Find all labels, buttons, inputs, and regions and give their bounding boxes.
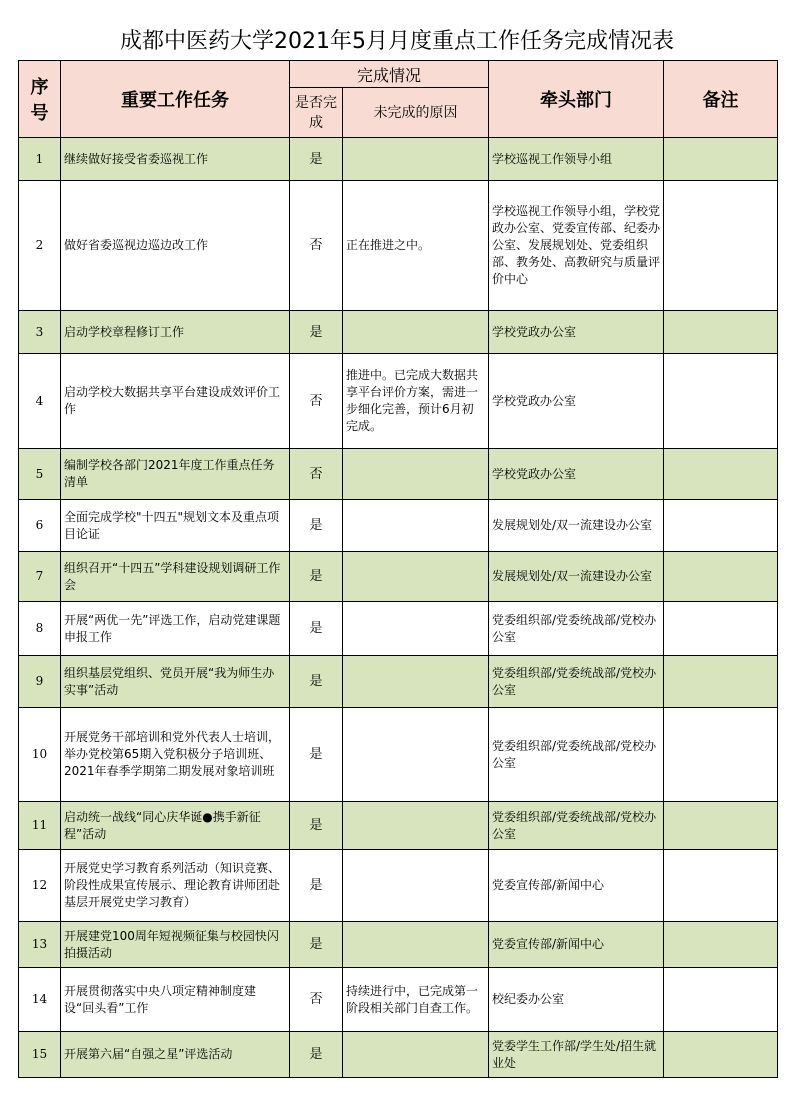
row-done: 是 — [290, 656, 343, 708]
row-reason — [343, 552, 489, 602]
row-task: 开展第六届“自强之星”评选活动 — [61, 1032, 290, 1078]
row-reason — [343, 1032, 489, 1078]
row-reason — [343, 802, 489, 850]
table-row — [19, 449, 778, 500]
table-row — [19, 708, 778, 802]
row-dept: 学校党政办公室 — [489, 311, 664, 354]
row-dept: 学校巡视工作领导小组 — [489, 138, 664, 181]
row-note — [664, 922, 778, 968]
row-task: 启动统一战线“同心庆华诞●携手新征程”活动 — [61, 802, 290, 850]
row-done: 是 — [290, 602, 343, 656]
row-task: 开展建党100周年短视频征集与校园快闪拍摄活动 — [61, 922, 290, 968]
table-row — [19, 552, 778, 602]
row-done: 是 — [290, 138, 343, 181]
row-done: 是 — [290, 500, 343, 552]
row-reason — [343, 311, 489, 354]
row-done: 是 — [290, 708, 343, 802]
row-note — [664, 850, 778, 922]
row-done: 是 — [290, 1032, 343, 1078]
row-reason — [343, 602, 489, 656]
row-task: 开展党务干部培训和党外代表人士培训，举办党校第65期入党积极分子培训班、2021年春季学期第二期发展对象培训班 — [61, 708, 290, 802]
row-done: 是 — [290, 311, 343, 354]
table-row — [19, 311, 778, 354]
row-done: 是 — [290, 552, 343, 602]
row-seq: 2 — [19, 181, 61, 311]
row-note — [664, 552, 778, 602]
row-reason — [343, 138, 489, 181]
row-seq: 14 — [19, 968, 61, 1032]
row-seq: 15 — [19, 1032, 61, 1078]
row-dept: 发展规划处/双一流建设办公室 — [489, 552, 664, 602]
row-reason — [343, 656, 489, 708]
row-dept: 学校党政办公室 — [489, 354, 664, 449]
row-seq: 4 — [19, 354, 61, 449]
row-task: 启动学校大数据共享平台建设成效评价工作 — [61, 354, 290, 449]
table-row — [19, 138, 778, 181]
row-dept: 学校党政办公室 — [489, 449, 664, 500]
row-task: 组织基层党组织、党员开展“我为师生办实事”活动 — [61, 656, 290, 708]
row-reason: 正在推进之中。 — [343, 181, 489, 311]
row-seq: 8 — [19, 602, 61, 656]
row-seq: 6 — [19, 500, 61, 552]
header-dept: 牵头部门 — [489, 61, 664, 138]
row-note — [664, 602, 778, 656]
table-row — [19, 602, 778, 656]
row-seq: 9 — [19, 656, 61, 708]
row-done: 否 — [290, 968, 343, 1032]
row-note — [664, 1032, 778, 1078]
row-done: 否 — [290, 449, 343, 500]
row-note — [664, 708, 778, 802]
row-done: 是 — [290, 802, 343, 850]
table-row — [19, 181, 778, 311]
row-note — [664, 968, 778, 1032]
row-done: 是 — [290, 850, 343, 922]
table-row — [19, 922, 778, 968]
row-dept: 党委学生工作部/学生处/招生就业处 — [489, 1032, 664, 1078]
row-seq: 1 — [19, 138, 61, 181]
row-task: 编制学校各部门2021年度工作重点任务清单 — [61, 449, 290, 500]
row-reason: 持续进行中，已完成第一阶段相关部门自查工作。 — [343, 968, 489, 1032]
row-note — [664, 802, 778, 850]
row-dept: 学校巡视工作领导小组，学校党政办公室、党委宣传部、纪委办公室、发展规划处、党委组织部、教务处、高教研究与质量评价中心 — [489, 181, 664, 311]
header-task: 重要工作任务 — [61, 61, 290, 138]
row-task: 启动学校章程修订工作 — [61, 311, 290, 354]
task-table — [18, 60, 778, 1078]
row-task: 开展“两优一先”评选工作，启动党建课题申报工作 — [61, 602, 290, 656]
table-row — [19, 802, 778, 850]
table-row — [19, 354, 778, 449]
table-row — [19, 500, 778, 552]
row-task: 组织召开“十四五”学科建设规划调研工作会 — [61, 552, 290, 602]
table-row — [19, 850, 778, 922]
row-note — [664, 311, 778, 354]
row-reason — [343, 500, 489, 552]
row-seq: 11 — [19, 802, 61, 850]
row-note — [664, 500, 778, 552]
row-dept: 党委组织部/党委统战部/党校办公室 — [489, 602, 664, 656]
row-task: 做好省委巡视边巡边改工作 — [61, 181, 290, 311]
row-dept: 发展规划处/双一流建设办公室 — [489, 500, 664, 552]
row-note — [664, 354, 778, 449]
row-reason — [343, 850, 489, 922]
row-seq: 7 — [19, 552, 61, 602]
row-dept: 党委组织部/党委统战部/党校办公室 — [489, 656, 664, 708]
header-reason: 未完成的原因 — [343, 88, 489, 138]
row-task: 开展党史学习教育系列活动（知识竞赛、阶段性成果宣传展示、理论教育讲师团赴基层开展党史学习教育） — [61, 850, 290, 922]
row-note — [664, 449, 778, 500]
row-done: 是 — [290, 922, 343, 968]
row-task: 继续做好接受省委巡视工作 — [61, 138, 290, 181]
header-done: 是否完成 — [290, 88, 343, 138]
row-reason — [343, 922, 489, 968]
header-status-group: 完成情况 — [290, 61, 489, 88]
row-dept: 党委组织部/党委统战部/党校办公室 — [489, 708, 664, 802]
row-done: 否 — [290, 354, 343, 449]
row-dept: 校纪委办公室 — [489, 968, 664, 1032]
page-title: 成都中医药大学2021年5月月度重点工作任务完成情况表 — [120, 29, 674, 54]
row-note — [664, 181, 778, 311]
row-done: 否 — [290, 181, 343, 311]
header-note: 备注 — [664, 61, 778, 138]
table-row — [19, 968, 778, 1032]
row-note — [664, 656, 778, 708]
header-seq: 序号 — [19, 61, 61, 138]
row-seq: 10 — [19, 708, 61, 802]
table-row — [19, 656, 778, 708]
row-dept: 党委组织部/党委统战部/党校办公室 — [489, 802, 664, 850]
row-reason — [343, 449, 489, 500]
row-reason — [343, 708, 489, 802]
table-row — [19, 1032, 778, 1078]
row-seq: 12 — [19, 850, 61, 922]
row-note — [664, 138, 778, 181]
row-seq: 13 — [19, 922, 61, 968]
row-task: 开展贯彻落实中央八项定精神制度建设“回头看”工作 — [61, 968, 290, 1032]
row-dept: 党委宣传部/新闻中心 — [489, 922, 664, 968]
row-seq: 3 — [19, 311, 61, 354]
row-reason: 推进中。已完成大数据共享平台评价方案，需进一步细化完善，预计6月初完成。 — [343, 354, 489, 449]
row-seq: 5 — [19, 449, 61, 500]
row-dept: 党委宣传部/新闻中心 — [489, 850, 664, 922]
row-task: 全面完成学校"十四五"规划文本及重点项目论证 — [61, 500, 290, 552]
